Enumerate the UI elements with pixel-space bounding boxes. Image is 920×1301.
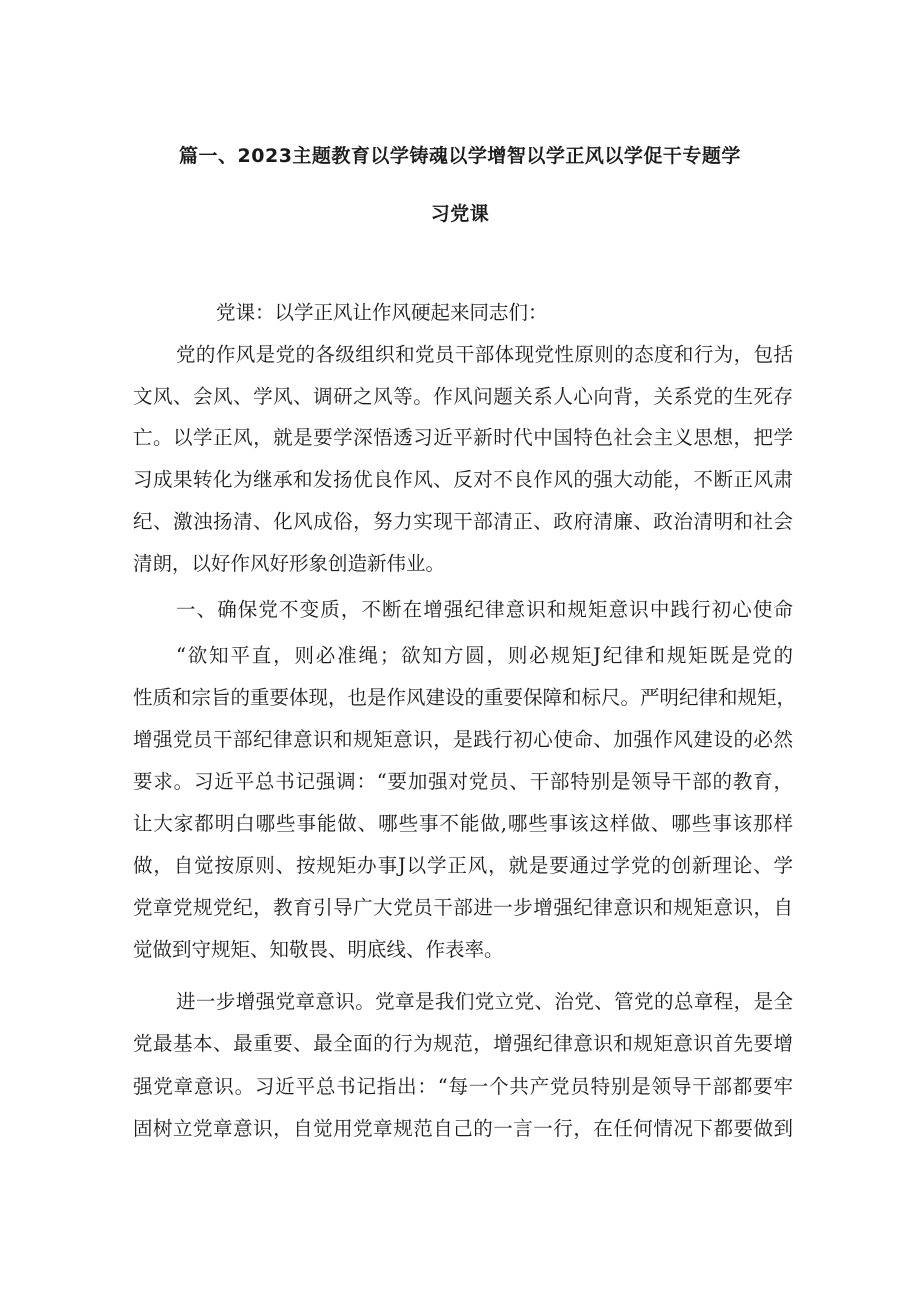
paragraph-1-line-6: 清朗，以好作风好形象创造新伟业。 [133, 552, 446, 575]
paragraph-1-line-4: 习成果转化为继承和发扬优良作风、反对不良作风的强大动能，不断正风肃 [133, 468, 793, 491]
paragraph-2-line-8: 觉做到守规矩、知敬畏、明底线、作表率。 [133, 938, 504, 961]
paragraph-1-line-2: 文风、会风、学风、调研之风等。作风问题关系人心向背，关系党的生死存 [133, 385, 793, 408]
paragraph-2-line-7: 党章党规党纪，教育引导广大党员干部进一步增强纪律意识和规矩意识，自 [133, 896, 793, 919]
document-title-line-2: 习党课 [430, 203, 490, 225]
paragraph-2-line-1: “欲知平直，则必准绳；欲知方圆，则必规矩J纪律和规矩既是党的 [176, 644, 793, 667]
paragraph-1-line-3: 亡。以学正风，就是要学深悟透习近平新时代中国特色社会主义思想，把学 [133, 426, 793, 449]
paragraph-1-line-1: 党的作风是党的各级组织和党员干部体现党性原则的态度和行为，包括 [176, 343, 793, 366]
section-heading-1: 一、确保党不变质，不断在增强纪律意识和规矩意识中践行初心使命 [176, 598, 793, 621]
paragraph-2-line-5: 让大家都明白哪些事能做、哪些事不能做,哪些事该这样做、哪些事该那样 [133, 812, 793, 835]
paragraph-2-line-6: 做，自觉按原则、按规矩办事J以学正风，就是要通过学党的创新理论、学 [133, 854, 793, 877]
paragraph-3-line-1: 进一步增强党章意识。党章是我们党立党、治党、管党的总章程，是全 [176, 990, 793, 1013]
paragraph-3-line-4: 固树立党章意识，自觉用党章规范自己的一言一行，在任何情况下都要做到 [133, 1117, 793, 1140]
paragraph-2-line-2: 性质和宗旨的重要体现，也是作风建设的重要保障和标尺。严明纪律和规矩， [133, 686, 797, 709]
paragraph-3-line-2: 党最基本、最重要、最全面的行为规范，增强纪律意识和规矩意识首先要增 [133, 1032, 793, 1055]
document-title-line-1: 篇一、2023主题教育以学铸魂以学增智以学正风以学促干专题学 [179, 145, 741, 167]
document-subject: 党课：以学正风让作风硬起来同志们： [216, 301, 548, 324]
paragraph-1-line-5: 纪、激浊扬清、化风成俗，努力实现干部清正、政府清廉、政治清明和社会 [133, 510, 793, 533]
paragraph-2-line-3: 增强党员干部纪律意识和规矩意识，是践行初心使命、加强作风建设的必然 [133, 728, 793, 751]
paragraph-3-line-3: 强党章意识。习近平总书记指出：“每一个共产党员特别是领导干部都要牢 [133, 1075, 793, 1098]
paragraph-2-line-4: 要求。习近平总书记强调：“要加强对党员、干部特别是领导干部的教育， [133, 770, 793, 793]
